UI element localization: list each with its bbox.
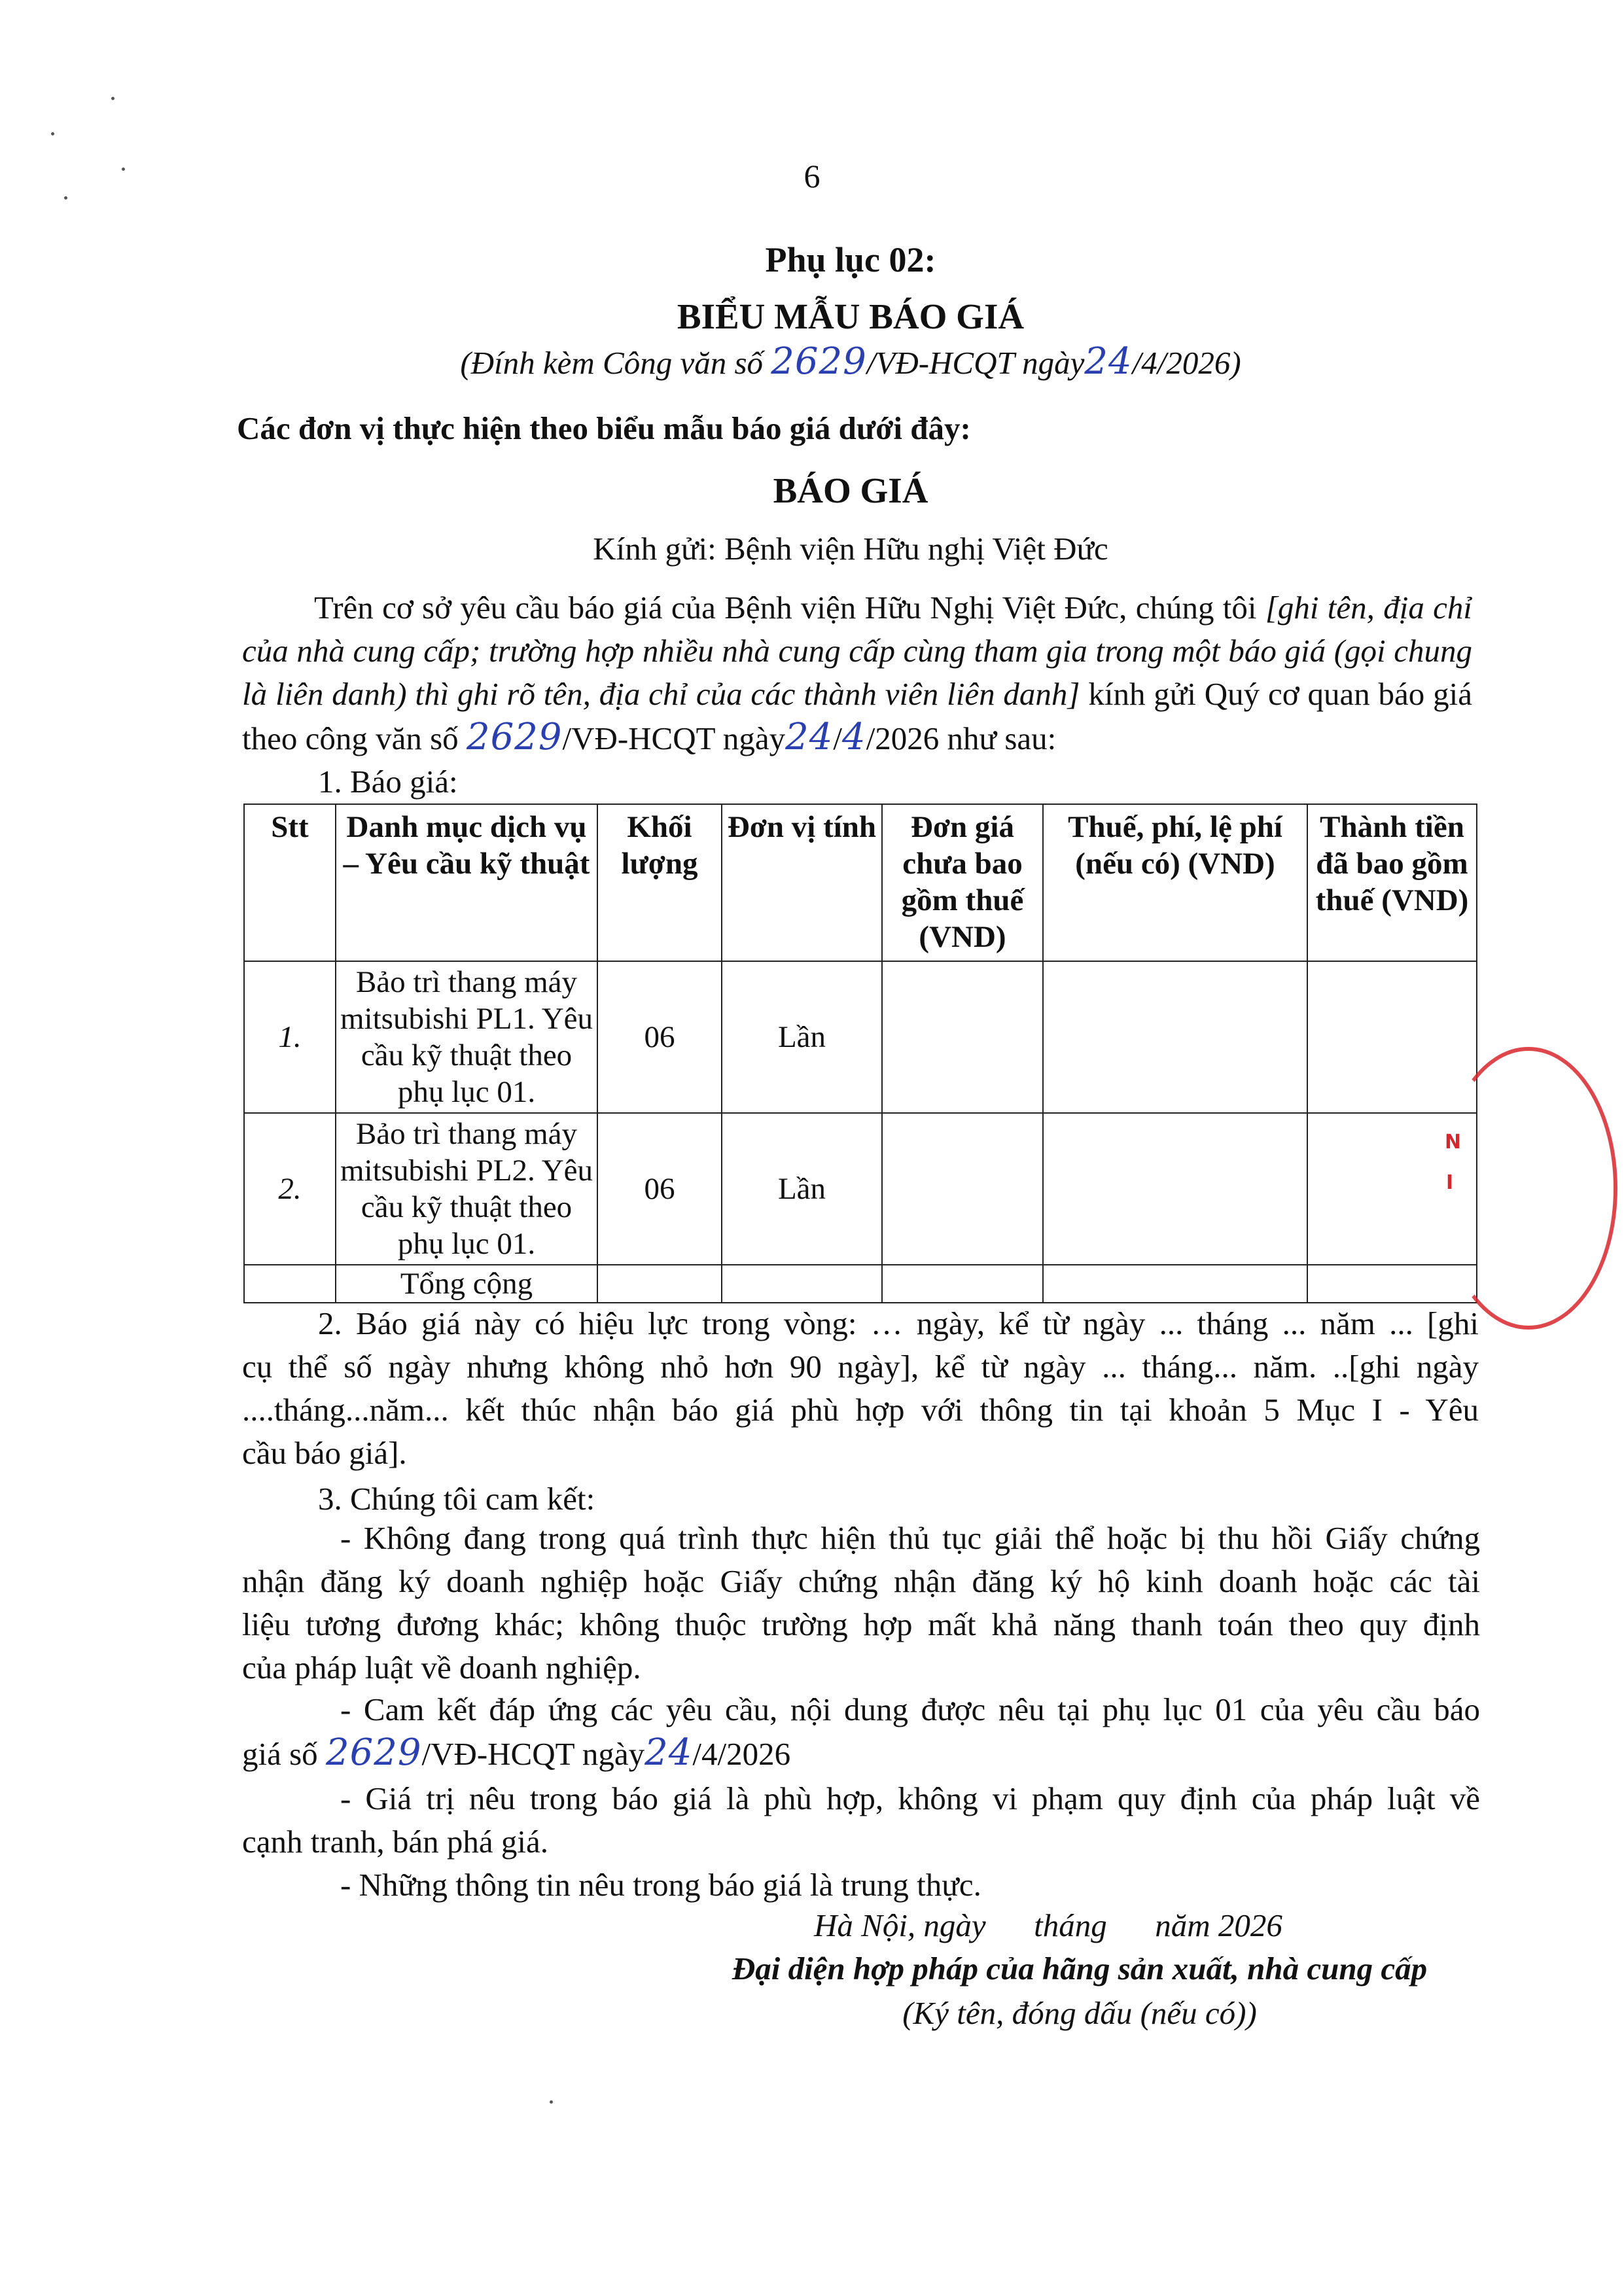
seal-fragment: I [1446,1171,1454,1194]
page-number: 6 [803,158,821,194]
section-2-line-1: 2. Báo giá này có hiệu lực trong vòng: … ngày, kể từ ngày ... tháng ... năm ... [ghi [318,1305,1479,1341]
commitment-1-line-2: nhận đăng ký doanh nghiệp hoặc Giấy chứng nhận đăng ký hộ kinh doanh hoặc các tài [242,1563,1480,1599]
attachment-note [0,340,1624,383]
row-quantity: 06 [597,961,722,1113]
table-total-row [244,1265,1477,1303]
commitment-1-line-3: liệu tương đương khác; không thuộc trường hợp mất khả năng thanh toán theo quy định [242,1606,1480,1642]
row-unit: Lần [722,961,882,1113]
intro-line-1 [314,586,1472,629]
c2-prefix: giá số [242,1736,318,1772]
signature-title: Đại diện hợp pháp của hãng sản xuất, nhà cung cấp [732,1951,1428,1987]
section-3-heading: 3. Chúng tôi cam kết: [318,1481,595,1517]
row-quantity: 06 [597,1113,722,1265]
header-total: Thành tiền đã bao gồm thuế (VND) [1307,804,1477,961]
header-quantity: Khối lượng [597,804,722,961]
commitment-2-line-2 [242,1731,1485,1776]
header-unit-price: Đơn giá chưa bao gồm thuế (VND) [882,804,1043,961]
commitment-2-line-1: - Cam kết đáp ứng các yêu cầu, nội dung được nêu tại phụ lục 01 của yêu cầu báo [340,1691,1480,1727]
row-description: Bảo trì thang máy mitsubishi PL1. Yêu cầu kỹ thuật theo phụ lục 01. [336,961,597,1113]
row-stt: 1. [244,961,336,1113]
instruction: Các đơn vị thực hiện theo biểu mẫu báo giá dưới đây: [237,410,971,446]
red-seal-stamp [1439,1047,1617,1330]
attachment-suffix: /4/2026) [1132,345,1241,381]
row-unit-price [882,961,1043,1113]
section-2-line-3: ....tháng...năm... kết thúc nhận báo giá phù hợp với thông tin tại khoản 5 Mục I - Yêu [242,1392,1479,1428]
intro-line-4 [242,716,1485,760]
intro-l4-suffix: /2026 như sau: [866,720,1057,756]
header-stt: Stt [244,804,336,961]
commitment-1-line-1: - Không đang trong quá trình thực hiện thủ tục giải thể hoặc bị thu hồi Giấy chứng [340,1520,1480,1556]
scan-speck [550,2100,553,2104]
intro-l4-middle: /VĐ-HCQT ngày [562,720,786,756]
intro-l4-sep: / [833,720,843,756]
section-2-line-4: cầu báo giá]. [242,1435,407,1471]
handwritten-day: 24 [1084,340,1133,383]
attachment-prefix: (Đính kèm Công văn số [460,345,764,381]
signature-note: (Ký tên, đóng dấu (nếu có)) [902,1995,1257,2031]
commitment-3-line-1: - Giá trị nêu trong báo giá là phù hợp, không vi phạm quy định của pháp luật về [340,1780,1480,1816]
intro-l3-normal: kính gửi Quý cơ quan báo giá [1088,676,1472,712]
commitment-1-line-4: của pháp luật về doanh nghiệp. [242,1650,641,1686]
scan-speck [64,196,67,200]
handwritten-doc-number: 2629 [771,340,867,383]
handwritten-day: 24 [644,1731,693,1774]
intro-l3-italic: là liên danh) thì ghi rõ tên, địa chỉ của các thành viên liên danh] [242,676,1080,712]
commitment-4: - Những thông tin nêu trong báo giá là trung thực. [340,1867,981,1903]
total-price-cell [882,1265,1043,1303]
table-row [244,1113,1477,1265]
form-title: BIỂU MẪU BÁO GIÁ [677,296,1025,336]
scan-speck [111,97,115,100]
row-stt: 2. [244,1113,336,1265]
header-tax: Thuế, phí, lệ phí (nếu có) (VND) [1043,804,1307,961]
scan-speck [122,168,125,171]
row-tax [1043,961,1307,1113]
handwritten-doc-number: 2629 [466,716,563,758]
row-unit: Lần [722,1113,882,1265]
intro-l4-prefix: theo công văn số [242,720,459,756]
handwritten-month: 4 [842,716,866,758]
appendix-title: Phụ lục 02: [765,240,936,279]
total-tax-cell [1043,1265,1307,1303]
total-qty-cell [597,1265,722,1303]
total-sum-cell [1307,1265,1477,1303]
table-header-row [244,804,1477,961]
intro-l1-normal: Trên cơ sở yêu cầu báo giá của Bệnh viện Hữu Nghị Việt Đức, chúng tôi [314,590,1257,626]
recipient: Kính gửi: Bệnh viện Hữu nghị Việt Đức [593,531,1108,567]
row-description: Bảo trì thang máy mitsubishi PL2. Yêu cầu kỹ thuật theo phụ lục 01. [336,1113,597,1265]
row-unit-price [882,1113,1043,1265]
intro-line-2: của nhà cung cấp; trường hợp nhiều nhà cung cấp cùng tham gia trong một báo giá (gọi chung [242,633,1472,669]
quote-table [243,804,1477,1303]
intro-line-3 [242,673,1472,716]
handwritten-day: 24 [785,716,834,758]
header-description: Danh mục dịch vụ – Yêu cầu kỹ thuật [336,804,597,961]
row-tax [1043,1113,1307,1265]
c2-middle: /VĐ-HCQT ngày [421,1736,645,1772]
total-stt-cell [244,1265,336,1303]
total-label: Tổng cộng [336,1265,597,1303]
total-unit-cell [722,1265,882,1303]
place-date: Hà Nội, ngày tháng năm 2026 [814,1907,1282,1943]
quote-title: BÁO GIÁ [773,470,928,510]
handwritten-doc-number: 2629 [325,1731,422,1774]
seal-fragment: N [1445,1131,1462,1154]
row-total [1307,961,1477,1113]
attachment-middle: /VĐ-HCQT ngày [866,345,1085,381]
table-row [244,961,1477,1113]
intro-l1-italic: [ghi tên, địa chỉ [1265,590,1472,626]
c2-suffix: /4/2026 [692,1736,791,1772]
scan-speck [51,132,54,135]
header-unit: Đơn vị tính [722,804,882,961]
section-2-line-2: cụ thể số ngày nhưng không nhỏ hơn 90 ngày], kể từ ngày ... tháng... năm. ..[ghi ngày [242,1349,1479,1385]
section-1-heading: 1. Báo giá: [318,764,458,800]
commitment-3-line-2: cạnh tranh, bán phá giá. [242,1824,549,1860]
